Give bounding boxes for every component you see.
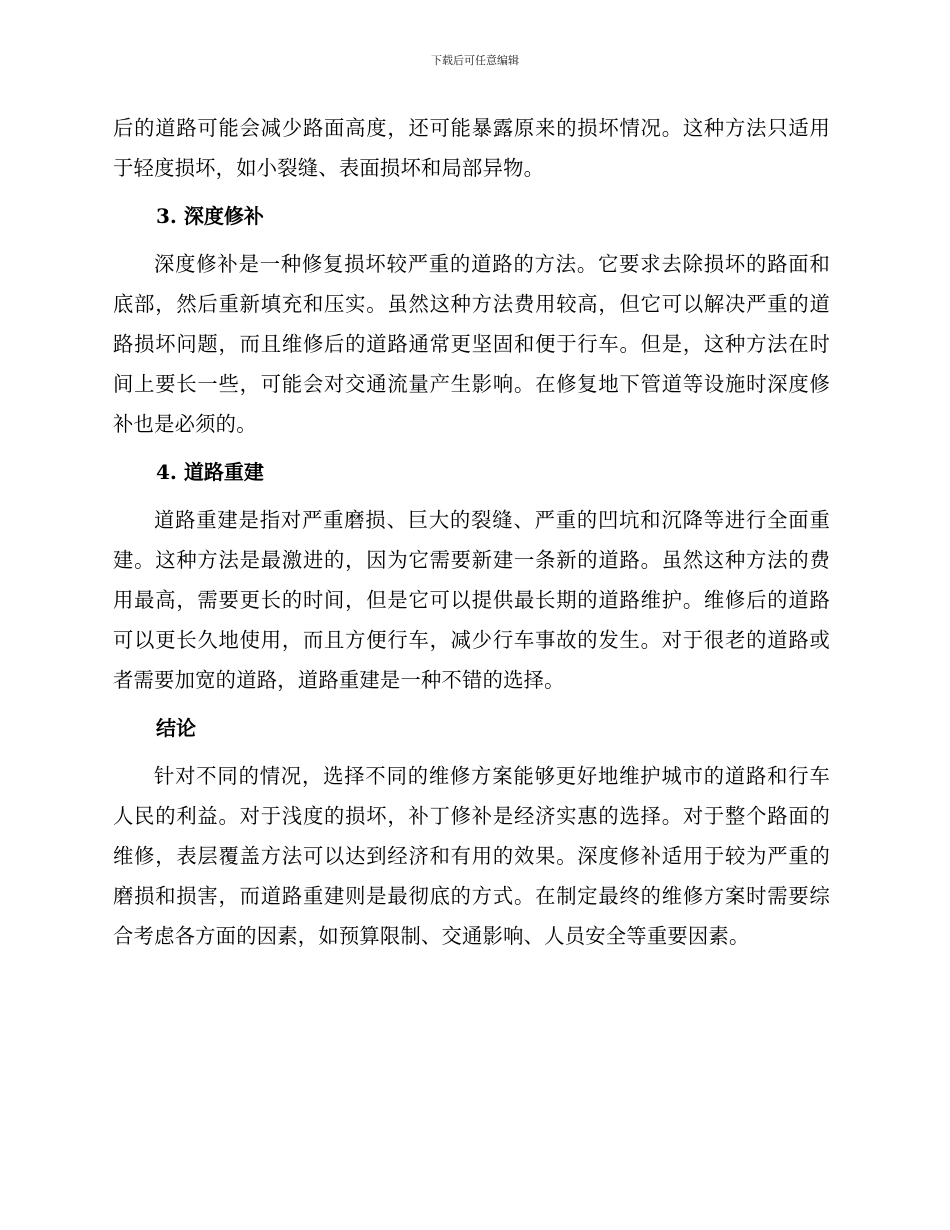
- section-heading-road-rebuild: 4. 道路重建: [156, 460, 264, 484]
- document-body: [113, 108, 830, 956]
- paragraph-road-rebuild: 道路重建是指对严重磨损、巨大的裂缝、严重的凹坑和沉降等进行全面重建。这种方法是最激进的，因为它需要新建一条新的道路。虽然这种方法的费用最高，需要更长的时间，但是它可以提供最长期的道路维护。维修后的道路可以更长久地使用，而且方便行车，减少行车事故的发生。对于很老的道路或者需要加宽的道路，道路重建是一种不错的选择。: [113, 508, 830, 692]
- page-header: 下载后可任意编辑: [431, 54, 519, 67]
- paragraph-conclusion: 针对不同的情况，选择不同的维修方案能够更好地维护城市的道路和行车人民的利益。对于浅度的损坏，补丁修补是经济实惠的选择。对于整个路面的维修，表层覆盖方法可以达到经济和有用的效果。深度修补适用于较为严重的磨损和损害，而道路重建则是最彻底的方式。在制定最终的维修方案时需要综合考虑各方面的因素，如预算限制、交通影响、人员安全等重要因素。: [113, 764, 830, 948]
- continued-paragraph: 后的道路可能会减少路面高度，还可能暴露原来的损坏情况。这种方法只适用于轻度损坏，如小裂缝、表面损坏和局部异物。: [113, 116, 830, 180]
- section-heading-deep-repair: 3. 深度修补: [156, 204, 264, 228]
- section-heading-conclusion: 结论: [156, 716, 196, 740]
- paragraph-deep-repair: 深度修补是一种修复损坏较严重的道路的方法。它要求去除损坏的路面和底部，然后重新填充和压实。虽然这种方法费用较高，但它可以解决严重的道路损坏问题，而且维修后的道路通常更坚固和便于行车。但是，这种方法在时间上要长一些，可能会对交通流量产生影响。在修复地下管道等设施时深度修补也是必须的。: [113, 252, 830, 436]
